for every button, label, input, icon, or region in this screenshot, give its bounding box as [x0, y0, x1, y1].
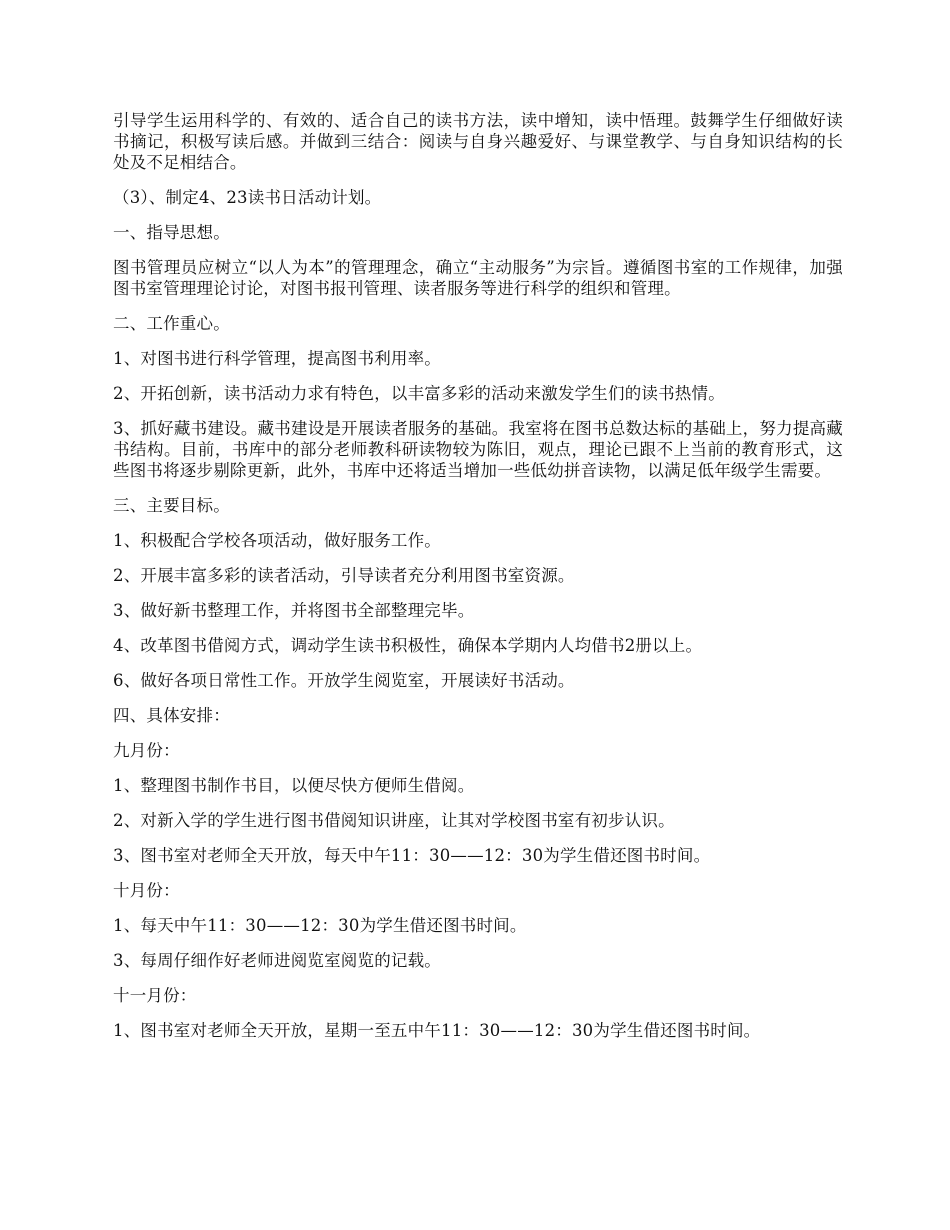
paragraph-reading-day-plan: （3）、制定4、23读书日活动计划。	[113, 188, 382, 207]
list-item-focus-3: 3、抓好藏书建设。藏书建设是开展读者服务的基础。我室将在图书总数达标的基础上，努力提高藏书结构。目前，书库中的部分老师教科研读物较为陈旧，观点，理论已跟不上当前的教育形式，这些图书将逐步剔除更新，此外，书库中还将适当增加一些低幼拼音读物，以满足低年级学生需要。	[113, 419, 843, 480]
section-heading-main-goals: 三、主要目标。	[113, 496, 230, 515]
month-heading-september: 九月份：	[113, 741, 180, 760]
list-item-october-1: 1、每天中午11：30——12：30为学生借还图书时间。	[113, 916, 527, 935]
list-item-focus-2: 2、开拓创新，读书活动力求有特色，以丰富多彩的活动来激发学生们的读书热情。	[113, 384, 725, 403]
month-heading-november: 十一月份：	[113, 986, 197, 1005]
section-heading-schedule: 四、具体安排：	[113, 706, 230, 725]
document-body	[113, 110, 843, 1055]
month-heading-october: 十月份：	[113, 881, 180, 900]
list-item-goal-2: 2、开展丰富多彩的读者活动，引导读者充分利用图书室资源。	[113, 566, 575, 585]
list-item-focus-1: 1、对图书进行科学管理，提高图书利用率。	[113, 349, 441, 368]
paragraph-reading-methods: 引导学生运用科学的、有效的、适合自己的读书方法，读中增知，读中悟理。鼓舞学生仔细做好读书摘记，积极写读后感。并做到三结合：阅读与自身兴趣爱好、与课堂教学、与自身知识结构的长处及不足相结合。	[113, 111, 843, 172]
list-item-goal-1: 1、积极配合学校各项活动，做好服务工作。	[113, 531, 441, 550]
list-item-september-1: 1、整理图书制作书目，以便尽快方便师生借阅。	[113, 776, 475, 795]
section-heading-guiding-thought: 一、指导思想。	[113, 223, 230, 242]
list-item-goal-6: 6、做好各项日常性工作。开放学生阅览室，开展读好书活动。	[113, 671, 575, 690]
list-item-goal-4: 4、改革图书借阅方式，调动学生读书积极性，确保本学期内人均借书2册以上。	[113, 636, 703, 655]
list-item-september-2: 2、对新入学的学生进行图书借阅知识讲座，让其对学校图书室有初步认识。	[113, 811, 675, 830]
list-item-november-1: 1、图书室对老师全天开放，星期一至五中午11：30——12：30为学生借还图书时间。	[113, 1021, 761, 1040]
list-item-september-3: 3、图书室对老师全天开放，每天中午11：30——12：30为学生借还图书时间。	[113, 846, 711, 865]
section-heading-work-focus: 二、工作重心。	[113, 314, 230, 333]
list-item-goal-3: 3、做好新书整理工作，并将图书全部整理完毕。	[113, 601, 475, 620]
list-item-october-3: 3、每周仔细作好老师进阅览室阅览的记载。	[113, 951, 441, 970]
paragraph-management-philosophy: 图书管理员应树立“以人为本”的管理理念，确立“主动服务”为宗旨。遵循图书室的工作规律，加强图书室管理理论讨论，对图书报刊管理、读者服务等进行科学的组织和管理。	[113, 258, 843, 298]
